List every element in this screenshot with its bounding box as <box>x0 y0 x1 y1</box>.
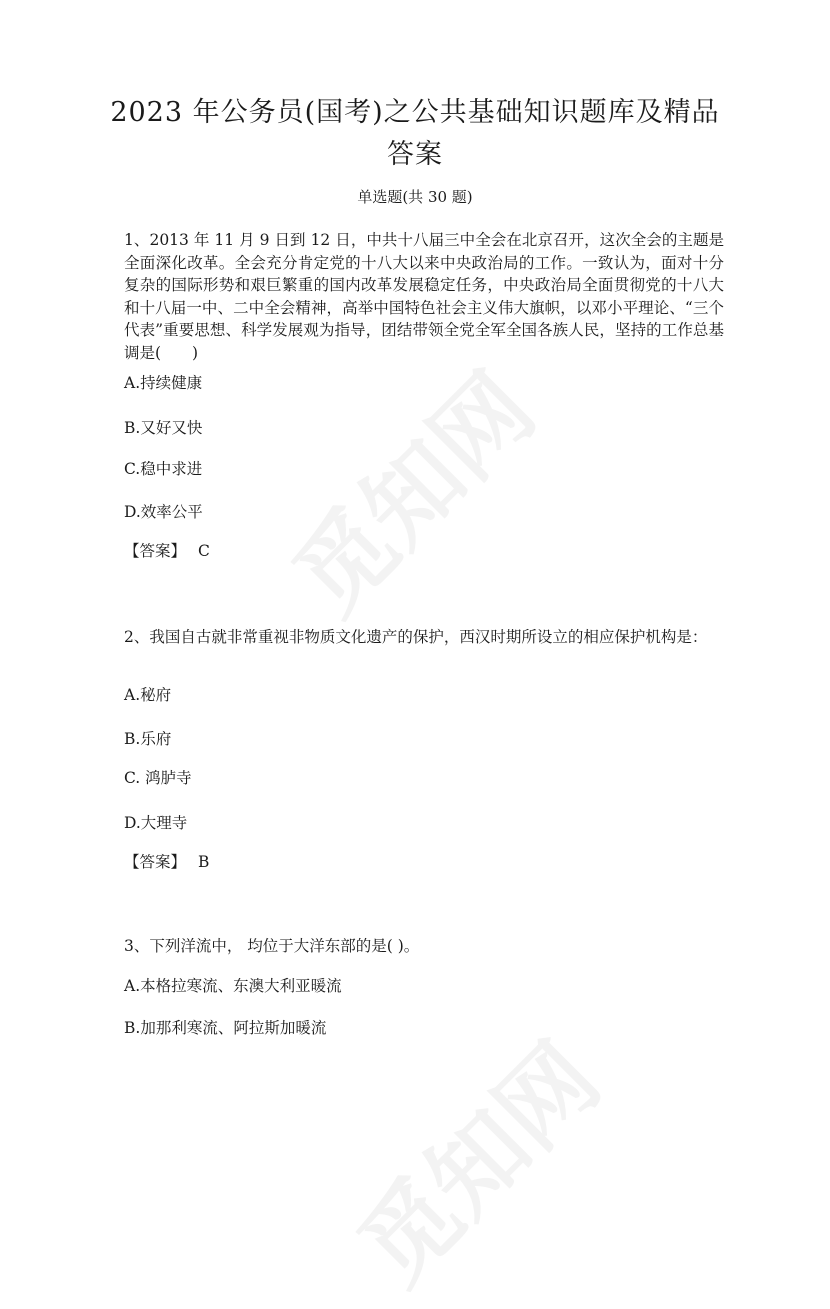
question-2-answer <box>124 851 209 873</box>
answer-value: C <box>198 542 210 560</box>
question-3-option-a: A.本格拉寒流、东澳大利亚暖流 <box>124 977 342 995</box>
answer-label: 【答案】 <box>124 853 187 871</box>
question-3-text: 3、下列洋流中， 均位于大洋东部的是( )。 <box>124 937 420 955</box>
question-2-option-d: D.大理寺 <box>124 814 188 832</box>
question-1-text: 1、2013 年 11 月 9 日到 12 日，中共十八届三中全会在北京召开，这次全会的主题是全面深化改革。全会充分肯定党的十八大以来中央政治局的工作。一致认为，面对十分复杂的国际形势和艰巨繁重的国内改革发展稳定任务，中央政治局全面贯彻党的十八大和十八届一中、二中全会精神，高举中国特色社会主义伟大旗帜，以邓小平理论、“三个代表”重要思想、科学发展观为指导，团结带领全党全军全国各族人民，坚持的工作总基调是( ) <box>124 231 724 362</box>
question-2-option-c: C. 鸿胪寺 <box>124 769 192 787</box>
document-title: 2023 年公务员(国考)之公共基础知识题库及精品答案 <box>110 97 720 170</box>
watermark <box>259 338 560 639</box>
answer-value: B <box>198 853 210 871</box>
answer-label: 【答案】 <box>124 542 187 560</box>
question-2-text: 2、我国自古就非常重视非物质文化遗产的保护，西汉时期所设立的相应保护机构是： <box>124 628 708 646</box>
question-1-option-d: D.效率公平 <box>124 503 203 521</box>
watermark <box>324 1008 625 1309</box>
question-1-option-a: A.持续健康 <box>124 374 203 392</box>
question-1-option-b: B.又好又快 <box>124 419 203 437</box>
question-1-option-c: C.稳中求进 <box>124 460 203 478</box>
question-2-option-a: A.秘府 <box>124 686 172 704</box>
question-1-answer <box>124 540 210 562</box>
question-3-option-b: B.加那利寒流、阿拉斯加暖流 <box>124 1019 327 1037</box>
question-2-option-b: B.乐府 <box>124 730 172 748</box>
section-heading: 单选题(共 30 题) <box>357 188 473 206</box>
